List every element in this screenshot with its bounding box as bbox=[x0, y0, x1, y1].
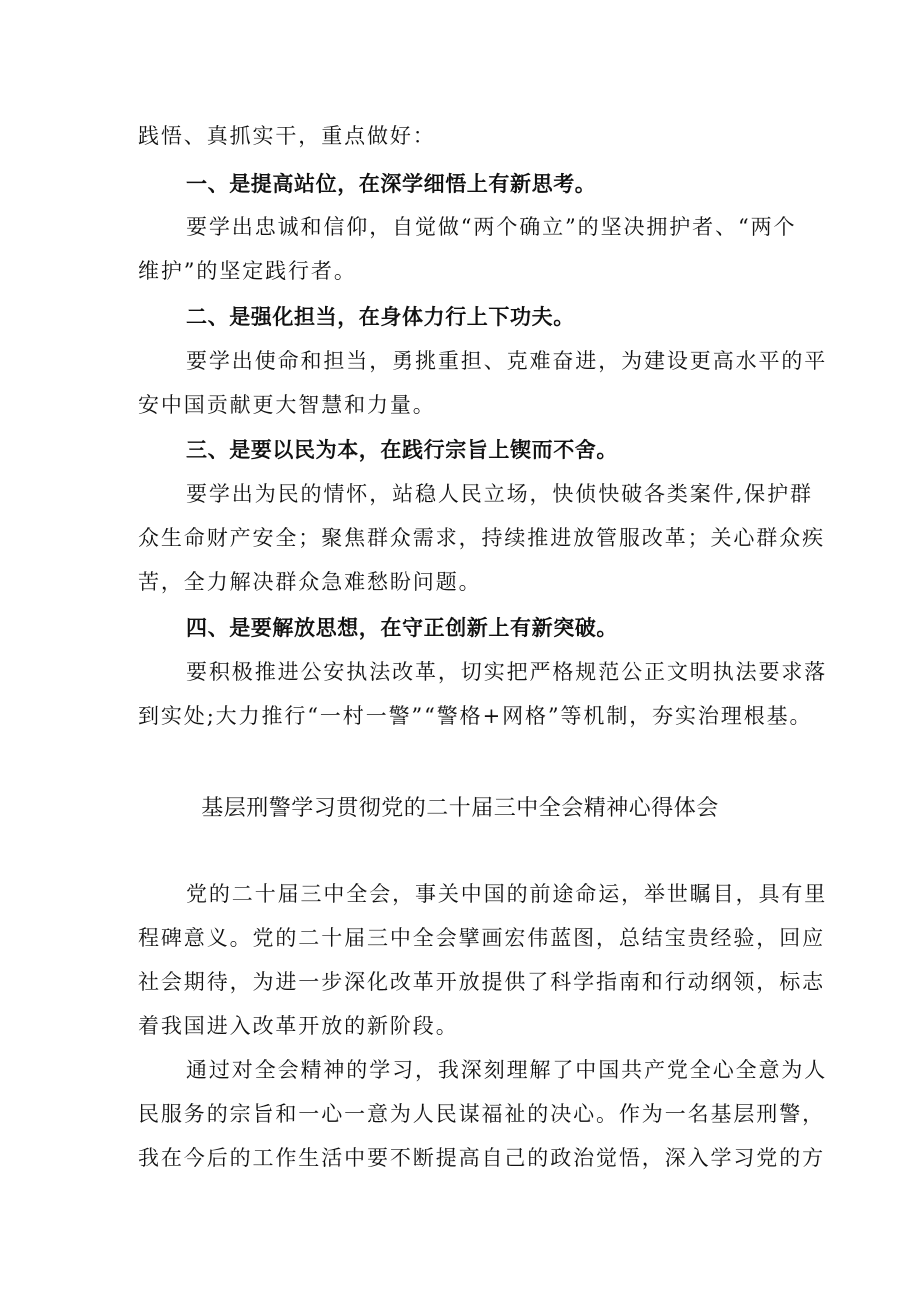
point-1-line-1: 要学出忠诚和信仰，自觉做“两个确立”的坚决拥护者、“两个 bbox=[186, 215, 797, 239]
point-2-heading: 二、是强化担当，在身体力行上下功夫。 bbox=[186, 305, 575, 329]
paragraph-2-line-2: 民服务的宗旨和一心一意为人民谋福祉的决心。作为一名基层刑警， bbox=[138, 1102, 825, 1126]
paragraph-2-line-3: 我在今后的工作生活中要不断提高自己的政治觉悟，深入学习党的方 bbox=[138, 1146, 825, 1170]
point-4-line-1: 要积极推进公安执法改革，切实把严格规范公正文明执法要求落 bbox=[186, 660, 828, 684]
paragraph-1-line-3: 社会期待，为进一步深化改革开放提供了科学指南和行动纲领，标志 bbox=[138, 970, 825, 994]
intro-line: 践悟、真抓实干，重点做好： bbox=[138, 124, 436, 148]
point-4-heading: 四、是要解放思想，在守正创新上有新突破。 bbox=[186, 616, 618, 640]
paragraph-1-line-1: 党的二十届三中全会，事关中国的前途命运，举世瞩目，具有里 bbox=[186, 882, 828, 906]
point-2-line-2: 安中国贡献更大智慧和力量。 bbox=[138, 393, 436, 417]
point-1-line-2: 维护”的坚定践行者。 bbox=[138, 259, 357, 283]
point-4-line-2: 到实处;大力推行“一村一警”“警格+网格”等机制，夯实治理根基。 bbox=[138, 704, 813, 728]
point-2-line-1: 要学出使命和担当，勇挑重担、克难奋进，为建设更高水平的平 bbox=[186, 349, 828, 373]
point-3-line-3: 苦，全力解决群众急难愁盼问题。 bbox=[138, 570, 482, 594]
paragraph-2-line-1: 通过对全会精神的学习，我深刻理解了中国共产党全心全意为人 bbox=[186, 1058, 828, 1082]
paragraph-1-line-4: 着我国进入改革开放的新阶段。 bbox=[138, 1014, 459, 1038]
paragraph-1-line-2: 程碑意义。党的二十届三中全会擘画宏伟蓝图，总结宝贵经验，回应 bbox=[138, 926, 825, 950]
point-3-line-1: 要学出为民的情怀，站稳人民立场，快侦快破各类案件,保护群 bbox=[186, 482, 813, 506]
point-1-heading: 一、是提高站位，在深学细悟上有新思考。 bbox=[186, 172, 597, 196]
point-3-line-2: 众生命财产安全；聚焦群众需求，持续推进放管服改革；关心群众疾 bbox=[138, 526, 825, 550]
document-title: 基层刑警学习贯彻党的二十届三中全会精神心得体会 bbox=[201, 796, 719, 821]
point-3-heading: 三、是要以民为本，在践行宗旨上锲而不舍。 bbox=[186, 438, 618, 462]
